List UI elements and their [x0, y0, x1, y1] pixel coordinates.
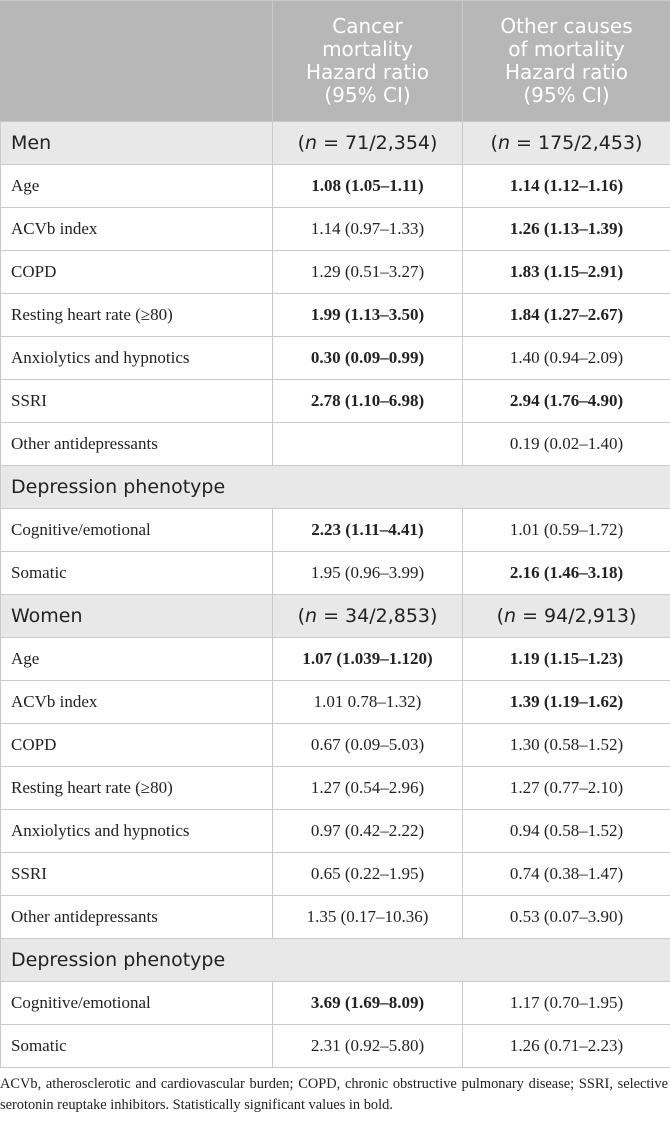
- header-cancer: Cancer mortality Hazard ratio (95% CI): [273, 1, 463, 122]
- table-row: [1, 251, 670, 294]
- other-value: 1.84 (1.27–2.67): [463, 294, 670, 337]
- other-value: 1.40 (0.94–2.09): [463, 337, 670, 380]
- other-value: 2.94 (1.76–4.90): [463, 380, 670, 423]
- cancer-value: 1.27 (0.54–2.96): [273, 767, 463, 810]
- table-row: [1, 982, 670, 1025]
- table-row: [1, 681, 670, 724]
- table-row: [1, 767, 670, 810]
- row-label: Other antidepressants: [1, 423, 273, 466]
- cancer-value: [273, 423, 463, 466]
- other-value: 1.01 (0.59–1.72): [463, 509, 670, 552]
- cancer-value: 1.29 (0.51–3.27): [273, 251, 463, 294]
- section-men: [1, 122, 670, 165]
- cancer-value: 0.30 (0.09–0.99): [273, 337, 463, 380]
- row-label: Resting heart rate (≥80): [1, 294, 273, 337]
- n-cancer: (n = 34/2,853): [273, 595, 463, 638]
- row-label: ACVb index: [1, 208, 273, 251]
- header-blank: [1, 1, 273, 122]
- table-row: [1, 380, 670, 423]
- row-label: Other antidepressants: [1, 896, 273, 939]
- cancer-value: 1.95 (0.96–3.99): [273, 552, 463, 595]
- section-label: Depression phenotype: [1, 466, 670, 509]
- other-value: 1.30 (0.58–1.52): [463, 724, 670, 767]
- table-row: [1, 165, 670, 208]
- cancer-value: 0.67 (0.09–5.03): [273, 724, 463, 767]
- table-row: [1, 810, 670, 853]
- row-label: COPD: [1, 251, 273, 294]
- row-label: SSRI: [1, 380, 273, 423]
- header-row: [1, 1, 670, 122]
- table-row: [1, 509, 670, 552]
- cancer-value: 2.78 (1.10–6.98): [273, 380, 463, 423]
- cancer-value: 1.99 (1.13–3.50): [273, 294, 463, 337]
- other-value: 1.14 (1.12–1.16): [463, 165, 670, 208]
- table-row: [1, 896, 670, 939]
- other-value: 0.94 (0.58–1.52): [463, 810, 670, 853]
- section-women: [1, 595, 670, 638]
- row-label: Anxiolytics and hypnotics: [1, 337, 273, 380]
- table-row: [1, 423, 670, 466]
- table-footnote: ACVb, atherosclerotic and cardiovascular burden; COPD, chronic obstructive pulmonary disease; SSRI, selective serotonin reuptake inhibitors. Statistically significant values in bold.: [0, 1076, 668, 1113]
- n-other: (n = 94/2,913): [463, 595, 670, 638]
- other-value: 1.26 (0.71–2.23): [463, 1025, 670, 1068]
- cancer-value: 1.14 (0.97–1.33): [273, 208, 463, 251]
- other-value: 0.19 (0.02–1.40): [463, 423, 670, 466]
- other-value: 1.19 (1.15–1.23): [463, 638, 670, 681]
- other-value: 1.27 (0.77–2.10): [463, 767, 670, 810]
- cancer-value: 1.08 (1.05–1.11): [273, 165, 463, 208]
- table-row: [1, 337, 670, 380]
- table-row: [1, 552, 670, 595]
- n-cancer: (n = 71/2,354): [273, 122, 463, 165]
- cancer-value: 3.69 (1.69–8.09): [273, 982, 463, 1025]
- row-label: Cognitive/emotional: [1, 509, 273, 552]
- row-label: Somatic: [1, 1025, 273, 1068]
- header-other: Other causes of mortality Hazard ratio (95% CI): [463, 1, 670, 122]
- table-row: [1, 208, 670, 251]
- table-row: [1, 1025, 670, 1068]
- section-phenotype: [1, 939, 670, 982]
- table-row: [1, 724, 670, 767]
- other-value: 1.39 (1.19–1.62): [463, 681, 670, 724]
- section-label: Depression phenotype: [1, 939, 670, 982]
- other-value: 1.83 (1.15–2.91): [463, 251, 670, 294]
- row-label: Anxiolytics and hypnotics: [1, 810, 273, 853]
- row-label: Cognitive/emotional: [1, 982, 273, 1025]
- row-label: ACVb index: [1, 681, 273, 724]
- table-row: [1, 853, 670, 896]
- cancer-value: 0.97 (0.42–2.22): [273, 810, 463, 853]
- other-value: 0.74 (0.38–1.47): [463, 853, 670, 896]
- other-value: 1.17 (0.70–1.95): [463, 982, 670, 1025]
- table-row: [1, 638, 670, 681]
- row-label: COPD: [1, 724, 273, 767]
- cancer-value: 0.65 (0.22–1.95): [273, 853, 463, 896]
- row-label: Resting heart rate (≥80): [1, 767, 273, 810]
- other-value: 0.53 (0.07–3.90): [463, 896, 670, 939]
- other-value: 2.16 (1.46–3.18): [463, 552, 670, 595]
- cancer-value: 1.07 (1.039–1.120): [273, 638, 463, 681]
- n-other: (n = 175/2,453): [463, 122, 670, 165]
- cancer-value: 2.23 (1.11–4.41): [273, 509, 463, 552]
- cancer-value: 1.35 (0.17–10.36): [273, 896, 463, 939]
- section-label: Men: [1, 122, 273, 165]
- cancer-value: 2.31 (0.92–5.80): [273, 1025, 463, 1068]
- row-label: Age: [1, 638, 273, 681]
- row-label: SSRI: [1, 853, 273, 896]
- section-label: Women: [1, 595, 273, 638]
- cancer-value: 1.01 0.78–1.32): [273, 681, 463, 724]
- row-label: Age: [1, 165, 273, 208]
- other-value: 1.26 (1.13–1.39): [463, 208, 670, 251]
- table-row: [1, 294, 670, 337]
- row-label: Somatic: [1, 552, 273, 595]
- section-phenotype: [1, 466, 670, 509]
